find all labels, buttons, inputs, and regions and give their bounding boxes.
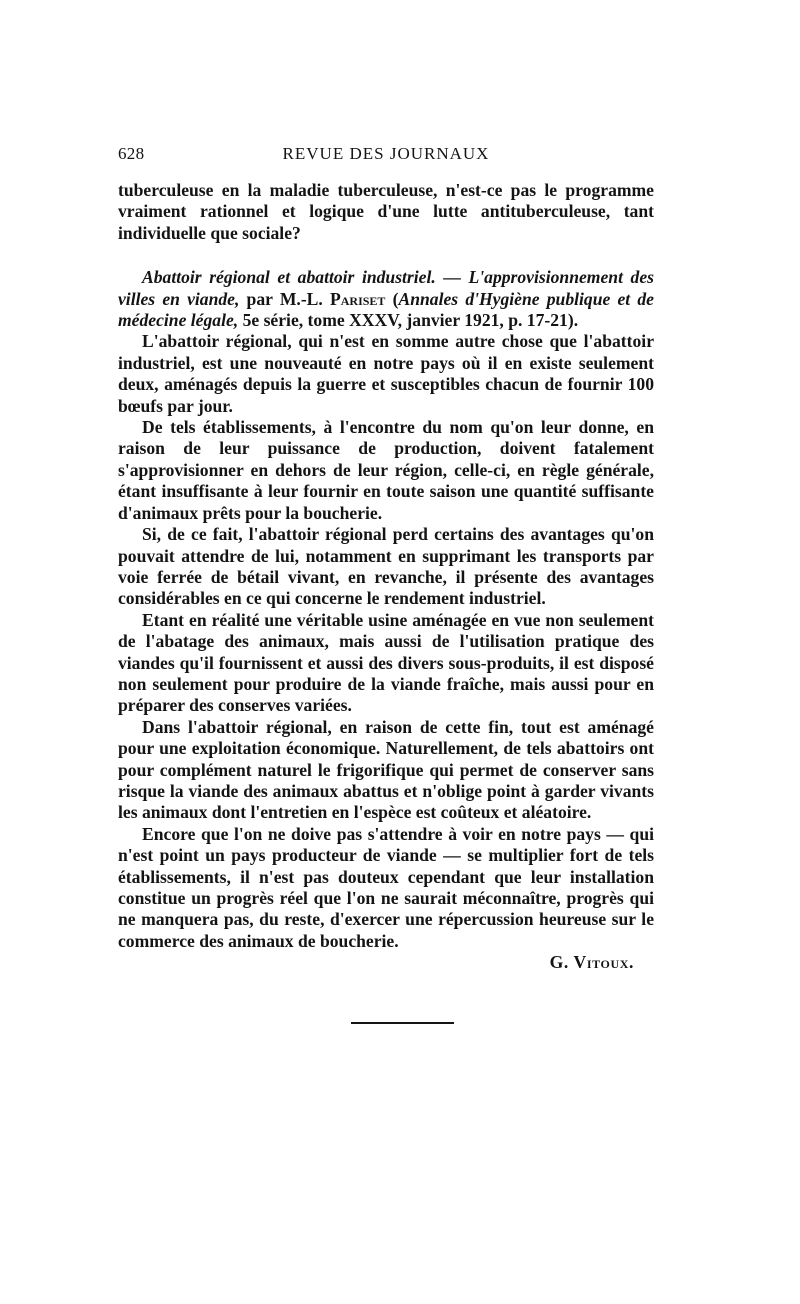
body-paragraph: De tels établissements, à l'encontre du nom qu'on leur donne, en raison de leur puissance de production, doivent fatalement s'approvisionner en dehors de leur région, celle-ci, en règle générale, étant insuffisante à leur fournir en toute saison une quantité suffisante d'animaux prêts pour la boucherie. <box>118 417 654 523</box>
article-title: Abattoir régional et abattoir industriel. — L'approvisionnement des villes en viande, <box>118 267 654 309</box>
article-body <box>118 180 654 974</box>
journal-name: Annales d'Hygiène publique et de médecine légale, <box>118 288 654 331</box>
carryover-paragraph: tuberculeuse en la maladie tuberculeuse, n'est-ce pas le programme vraiment rationnel et logique d'une lutte antituberculeuse, tant individuelle que sociale? <box>118 180 654 243</box>
section-divider <box>351 1022 454 1024</box>
running-title: REVUE DES JOURNAUX <box>282 144 490 163</box>
author-name: Pariset <box>330 288 386 309</box>
reference-citation <box>118 267 654 331</box>
signature: G. Vitoux. <box>549 952 634 973</box>
body-paragraph: Etant en réalité une véritable usine aménagée en vue non seulement de l'abatage des animaux, mais aussi de l'utilisation pratique des viandes qu'il fournissent et aussi des divers sous-produits, il est disposé non seulement pour produire de la viande fraîche, mais aussi pour en préparer des conserves variées. <box>118 609 654 716</box>
page-number: 628 <box>118 144 145 163</box>
body-paragraph: Dans l'abattoir régional, en raison de cette fin, tout est aménagé pour une exploitation économique. Naturellement, de tels abattoirs ont pour complément naturel le frigorifique qui permet de conserver sans risque la viande des animaux abattus et n'oblige point à garder vivants les animaux dont l'entretien en l'espèce est coûteux et aléatoire. <box>118 716 654 823</box>
citation-details: 5e série, tome XXXV, janvier 1921, p. 17-21). <box>238 310 579 331</box>
body-paragraph: L'abattoir régional, qui n'est en somme autre chose que l'abattoir industriel, est une nouveauté en notre pays où il en existe seulement deux, aménagés depuis la guerre et susceptibles chacun de fournir 100 bœufs par jour. <box>118 331 654 416</box>
body-paragraph: Encore que l'on ne doive pas s'attendre à voir en notre pays — qui n'est point un pays producteur de viande — se multiplier fort de tels établissements, il n'est pas douteux cependant que leur installation constitue un progrès réel que l'on ne saurait méconnaître, progrès qui ne manquera pas, du reste, d'exercer une répercussion heureuse sur le commerce des animaux de boucherie. <box>118 823 654 951</box>
body-paragraph: Si, de ce fait, l'abattoir régional perd certains des avantages qu'on pouvait attendre de lui, notamment en supprimant les transports par voie ferrée de bétail vivant, en revanche, il présente des avantages considérables en ce qui concerne le rendement industriel. <box>118 524 654 609</box>
citation-paren: ( <box>385 288 399 309</box>
running-header <box>118 144 654 168</box>
citation-by: par M.-L. <box>239 288 330 309</box>
